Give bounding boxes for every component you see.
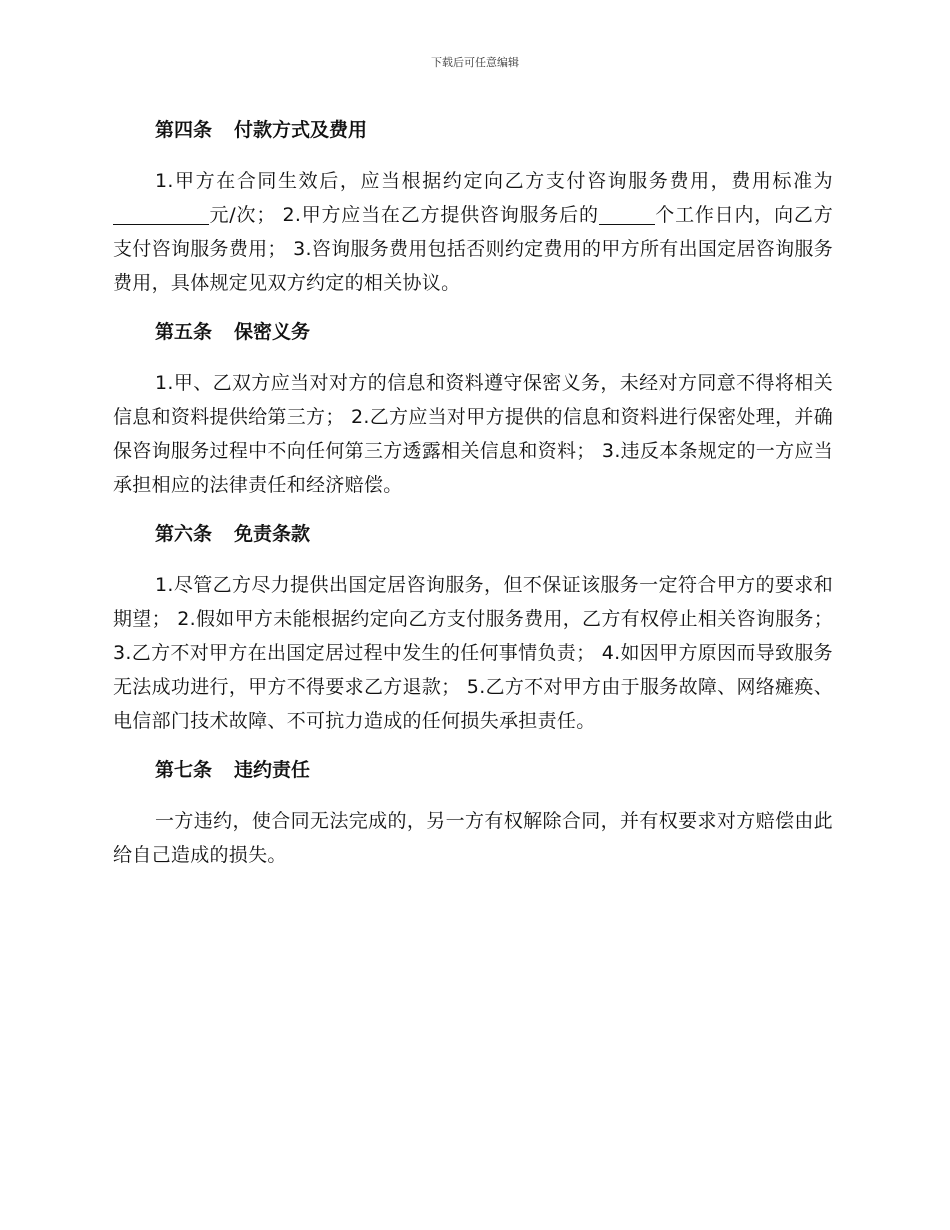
- article-paragraph: [113, 164, 833, 300]
- article-paragraph: 1.尽管乙方尽力提供出国定居咨询服务，但不保证该服务一定符合甲方的要求和期望； 2.假如甲方未能根据约定向乙方支付服务费用，乙方有权停止相关咨询服务； 3.乙方不对甲方在出国定居过程中发生的任何事情负责； 4.如因甲方原因而导致服务无法成功进行，甲方不得要求乙方退款； 5.乙方不对甲方由于服务故障、网络瘫痪、电信部门技术故障、不可抗力造成的任何损失承担责任。: [113, 574, 833, 732]
- article-number: 第五条: [155, 321, 213, 343]
- article-number: 第七条: [155, 759, 213, 781]
- article-heading: [113, 110, 833, 150]
- article-title: 保密义务: [234, 321, 311, 343]
- article-7: [113, 750, 833, 872]
- article-heading: [113, 312, 833, 352]
- article-paragraph: 1.甲、乙双方应当对对方的信息和资料遵守保密义务，未经对方同意不得将相关信息和资料提供给第三方； 2.乙方应当对甲方提供的信息和资料进行保密处理，并确保咨询服务过程中不向任何第三方透露相关信息和资料； 3.违反本条规定的一方应当承担相应的法律责任和经济赔偿。: [113, 372, 833, 496]
- article-4: [113, 110, 833, 300]
- article-5: [113, 312, 833, 502]
- article-number: 第四条: [155, 119, 213, 141]
- article-6: [113, 514, 833, 738]
- article-heading: [113, 750, 833, 790]
- paragraph-text: 个工作日内，向乙方支付咨询服务费用； 3.咨询服务费用包括否则约定费用的甲方所有出国定居咨询服务费用，具体规定见双方约定的相关协议。: [113, 204, 834, 294]
- document-body: [113, 110, 833, 884]
- article-title: 违约责任: [234, 759, 311, 781]
- article-title: 免责条款: [234, 523, 311, 545]
- page-header: 下载后可任意编辑: [431, 56, 519, 69]
- article-title: 付款方式及费用: [234, 119, 368, 141]
- paragraph-text: 元/次； 2.甲方应当在乙方提供咨询服务后的: [209, 204, 599, 226]
- days-blank: [599, 204, 655, 225]
- article-heading: [113, 514, 833, 554]
- article-number: 第六条: [155, 523, 213, 545]
- article-paragraph: 一方违约，使合同无法完成的，另一方有权解除合同，并有权要求对方赔偿由此给自己造成的损失。: [113, 810, 833, 866]
- fee-blank: [113, 204, 209, 225]
- paragraph-text: 1.甲方在合同生效后，应当根据约定向乙方支付咨询服务费用，费用标准为: [155, 170, 833, 192]
